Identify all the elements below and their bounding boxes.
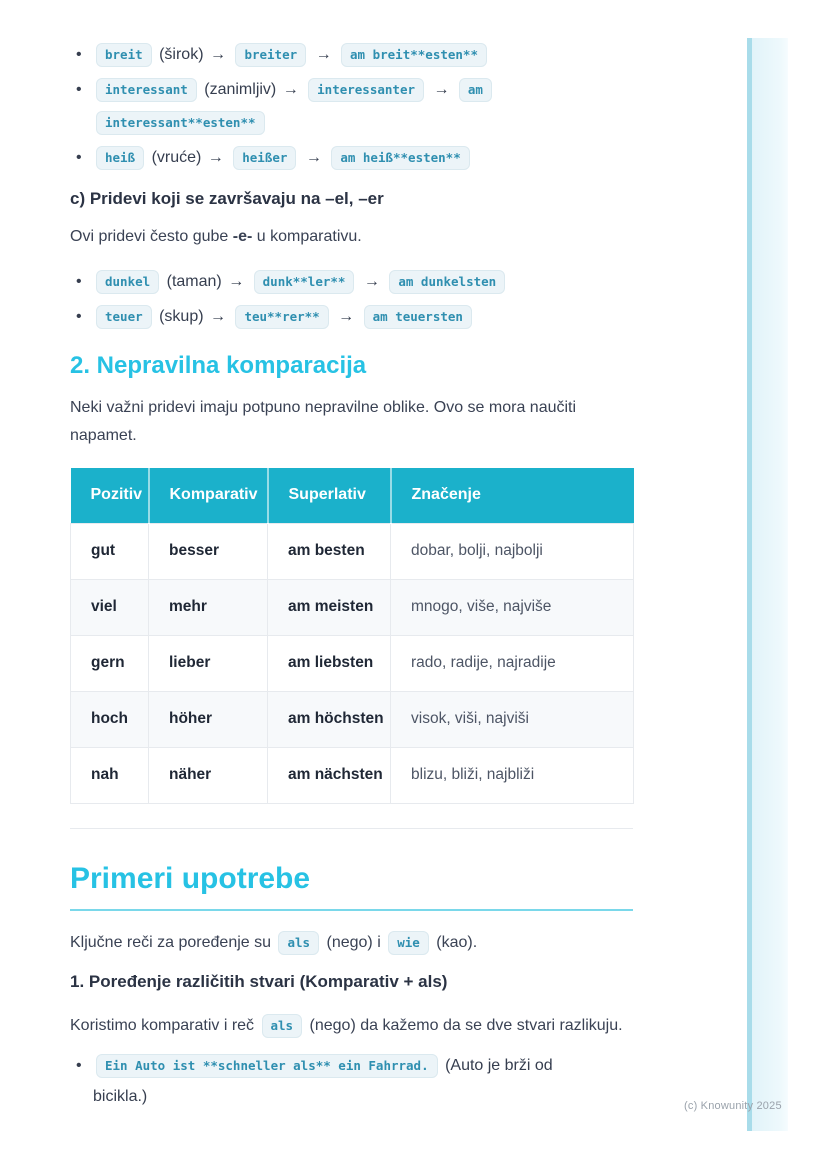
bold-e-text: -e- — [232, 228, 253, 245]
comparison-table — [70, 468, 634, 804]
paragraph-text: (nego) i — [326, 933, 381, 951]
table-cell: besser — [149, 523, 268, 579]
paragraph-text: u komparativu. — [256, 228, 362, 245]
arrow-icon: → — [338, 308, 355, 325]
list-item — [70, 1050, 585, 1112]
arrow-icon: → — [363, 273, 380, 290]
table-cell: am besten — [268, 523, 391, 579]
table-cell: lieber — [149, 635, 268, 691]
table-cell: dobar, bolji, najbolji — [391, 523, 634, 579]
paragraph-kljucne — [70, 929, 633, 957]
code-chip: am breit**esten** — [341, 43, 487, 67]
table-cell: am liebsten — [268, 635, 391, 691]
column-header-komparativ: Komparativ — [149, 468, 268, 523]
table-cell: rado, radije, najradije — [391, 635, 634, 691]
code-chip: am teuersten — [364, 305, 472, 329]
code-chip: teuer — [96, 305, 152, 329]
paragraph-koristimo — [70, 1012, 633, 1040]
table-cell: am meisten — [268, 579, 391, 635]
table-header-row — [71, 468, 634, 523]
table-cell: mehr — [149, 579, 268, 635]
code-chip: wie — [388, 931, 429, 955]
paragraph-text: (kao). — [436, 933, 478, 951]
code-chip: am dunkelsten — [389, 270, 505, 294]
translation-text: (širok) — [159, 46, 204, 63]
arrow-icon: → — [315, 46, 332, 63]
code-chip: teu**rer** — [235, 305, 328, 329]
translation-text: (vruće) — [151, 149, 202, 166]
table-cell: gut — [71, 523, 149, 579]
code-chip: dunkel — [96, 270, 159, 294]
list-item — [70, 265, 633, 298]
column-header-znacenje: Značenje — [391, 468, 634, 523]
list-item — [70, 38, 633, 71]
code-chip: heißer — [233, 146, 296, 170]
table-cell: am höchsten — [268, 691, 391, 747]
code-chip: breit — [96, 43, 152, 67]
arrow-icon: → — [305, 149, 322, 166]
usage-example-list — [70, 1050, 633, 1112]
paragraph-text: Ovi pridevi često gube — [70, 228, 229, 245]
table-cell: viel — [71, 579, 149, 635]
superlative-example-list — [70, 38, 633, 174]
table-cell: blizu, bliži, najbliži — [391, 747, 634, 803]
el-er-example-list — [70, 265, 633, 333]
paragraph-text: Ključne reči za poređenje su — [70, 933, 272, 951]
table-cell: nah — [71, 747, 149, 803]
code-chip: am — [459, 78, 492, 102]
table-row — [71, 579, 634, 635]
code-chip: Ein Auto ist **schneller als** ein Fahrrad. — [96, 1054, 438, 1078]
column-header-superlativ: Superlativ — [268, 468, 391, 523]
arrow-icon: → — [210, 308, 226, 325]
code-chip: als — [262, 1014, 303, 1038]
list-item — [70, 300, 633, 333]
table-cell: mnogo, više, najviše — [391, 579, 634, 635]
code-chip: interessant — [96, 78, 197, 102]
code-chip: interessanter — [308, 78, 424, 102]
translation-text: (zanimljiv) — [204, 81, 277, 98]
code-chip: als — [278, 931, 319, 955]
arrow-icon: → — [433, 81, 450, 98]
paragraph-text: Koristimo komparativ i reč — [70, 1016, 255, 1034]
paragraph-irregular: Neki važni pridevi imaju potpuno nepravilne oblike. Ovo se mora naučiti napamet. — [70, 399, 577, 444]
code-chip: heiß — [96, 146, 144, 170]
table-cell: am nächsten — [268, 747, 391, 803]
table-row — [71, 635, 634, 691]
table-cell: näher — [149, 747, 268, 803]
code-chip: am heiß**esten** — [331, 146, 469, 170]
column-header-pozitiv: Pozitiv — [71, 468, 149, 523]
copyright-text: (c) Knowunity 2025 — [684, 1100, 782, 1112]
arrow-icon: → — [282, 81, 299, 98]
arrow-icon: → — [209, 46, 226, 63]
paragraph-el-er — [70, 223, 633, 251]
table-row — [71, 523, 634, 579]
translation-text: (skup) — [159, 308, 204, 325]
subsection-heading-el-er: c) Pridevi koji se završavaju na –el, –er — [70, 189, 384, 208]
table-row — [71, 747, 634, 803]
code-chip: breiter — [235, 43, 306, 67]
code-chip: interessant**esten** — [96, 111, 265, 135]
translation-text: (Auto je brži od bicikla.) — [93, 1056, 553, 1105]
table-row — [71, 691, 634, 747]
list-item — [70, 73, 633, 139]
subsection-heading-poredjenje: 1. Poređenje različitih stvari (Komparativ + als) — [70, 971, 448, 991]
arrow-icon: → — [228, 273, 245, 290]
page-edge-stripe — [747, 38, 788, 1131]
section-heading-irregular: 2. Nepravilna komparacija — [70, 352, 367, 379]
table-cell: gern — [71, 635, 149, 691]
table-cell: hoch — [71, 691, 149, 747]
table-cell: höher — [149, 691, 268, 747]
table-cell: visok, viši, najviši — [391, 691, 634, 747]
document-content — [70, 0, 633, 1114]
translation-text: (taman) — [166, 273, 222, 290]
section-heading-primeri: Primeri upotrebe — [70, 861, 633, 911]
section-divider — [70, 828, 633, 829]
code-chip: dunk**ler** — [254, 270, 355, 294]
paragraph-text: (nego) da kažemo da se dve stvari razlikuju. — [309, 1016, 623, 1034]
arrow-icon: → — [207, 149, 224, 166]
list-item — [70, 141, 633, 174]
